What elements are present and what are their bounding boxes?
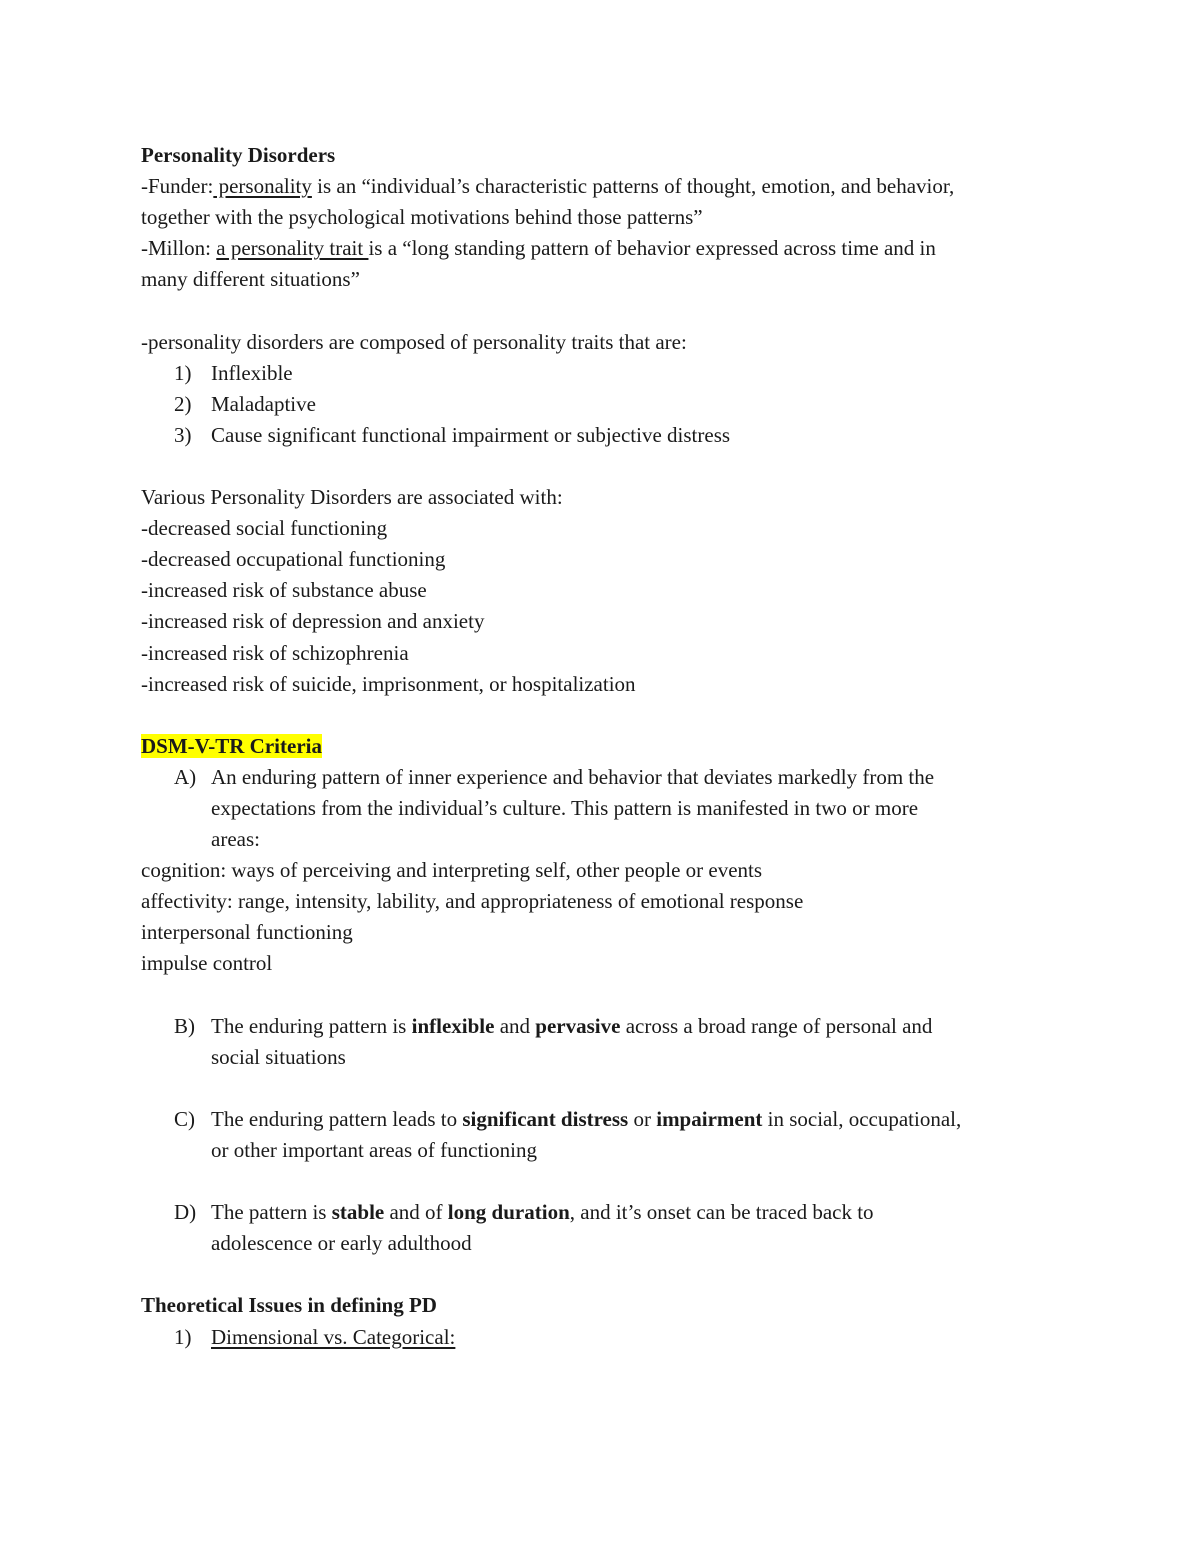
list-number: 1) bbox=[174, 360, 192, 385]
criterion-a bbox=[141, 762, 1071, 793]
area-item: impulse control bbox=[141, 951, 273, 976]
criterion-text: or other important areas of functioning bbox=[211, 1138, 537, 1162]
association-item: -increased risk of depression and anxiety bbox=[141, 609, 485, 634]
criteria-heading: DSM-V-TR Criteria bbox=[141, 733, 322, 758]
list-item bbox=[141, 420, 1071, 451]
criterion-text: or bbox=[628, 1106, 657, 1131]
list-text: Inflexible bbox=[211, 360, 293, 385]
list-item bbox=[141, 1322, 1071, 1353]
criterion-emphasis: inflexible bbox=[411, 1013, 495, 1038]
criterion-text: adolescence or early adulthood bbox=[211, 1231, 472, 1256]
funder-definition-cont: together with the psychological motivations behind those patterns” bbox=[141, 205, 703, 230]
funder-rest: is an “individual’s characteristic patterns of thought, emotion, and behavior, bbox=[311, 174, 955, 199]
criterion-b bbox=[141, 1011, 1071, 1042]
spacer bbox=[141, 295, 1071, 326]
criterion-c-cont bbox=[141, 1135, 1071, 1166]
criterion-text: The enduring pattern leads to bbox=[211, 1106, 463, 1131]
criterion-text: The pattern is bbox=[211, 1200, 332, 1225]
criterion-text: expectations from the individual’s culture. This pattern is manifested in two or more bbox=[211, 795, 919, 820]
criterion-emphasis: long duration bbox=[447, 1200, 570, 1225]
criterion-emphasis: pervasive bbox=[535, 1013, 621, 1038]
association-item: -decreased occupational functioning bbox=[141, 547, 446, 572]
criterion-d bbox=[141, 1197, 1071, 1228]
area-item: interpersonal functioning bbox=[141, 920, 353, 945]
criterion-text: in social, occupational, bbox=[762, 1106, 962, 1131]
criterion-text: and of bbox=[384, 1200, 448, 1225]
list-text: Dimensional vs. Categorical: bbox=[211, 1324, 456, 1349]
spacer bbox=[141, 1259, 1071, 1290]
funder-definition bbox=[141, 171, 1071, 202]
criterion-b-cont bbox=[141, 1042, 1071, 1073]
spacer bbox=[141, 700, 1071, 731]
millon-rest: is a “long standing pattern of behavior expressed across time and in bbox=[368, 236, 936, 261]
area-item: affectivity: range, intensity, lability, and appropriateness of emotional response bbox=[141, 889, 804, 914]
list-text: Maladaptive bbox=[211, 391, 316, 416]
criterion-d-cont bbox=[141, 1228, 1071, 1259]
criterion-emphasis: impairment bbox=[656, 1106, 763, 1131]
list-number: 2) bbox=[174, 391, 192, 416]
criterion-text: social situations bbox=[211, 1044, 346, 1069]
millon-definition bbox=[141, 233, 1071, 264]
criterion-text: , and it’s onset can be traced back to bbox=[569, 1200, 874, 1225]
millon-term: a personality trait bbox=[216, 236, 369, 261]
association-item: -increased risk of suicide, imprisonment, or hospitalization bbox=[141, 671, 636, 696]
criterion-c bbox=[141, 1104, 1071, 1135]
spacer bbox=[141, 451, 1071, 482]
criterion-a-cont bbox=[141, 824, 1071, 855]
criterion-text: The enduring pattern is bbox=[211, 1013, 412, 1038]
funder-term: personality bbox=[213, 174, 312, 199]
document-page bbox=[141, 140, 1071, 1353]
list-number: 1) bbox=[174, 1324, 192, 1349]
criterion-text: areas: bbox=[211, 827, 260, 852]
spacer bbox=[141, 1073, 1071, 1104]
funder-prefix: -Funder: bbox=[141, 174, 214, 199]
list-item bbox=[141, 358, 1071, 389]
criterion-number: C) bbox=[174, 1106, 195, 1131]
theoretical-heading: Theoretical Issues in defining PD bbox=[141, 1293, 437, 1318]
composition-intro: -personality disorders are composed of personality traits that are: bbox=[141, 329, 687, 354]
criterion-text: across a broad range of personal and bbox=[620, 1013, 933, 1038]
criterion-text: An enduring pattern of inner experience and behavior that deviates markedly from the bbox=[211, 764, 935, 789]
criterion-number: D) bbox=[174, 1200, 197, 1225]
criterion-number: A) bbox=[174, 764, 197, 789]
area-item: cognition: ways of perceiving and interpreting self, other people or events bbox=[141, 858, 763, 883]
spacer bbox=[141, 980, 1071, 1011]
millon-prefix: -Millon: bbox=[141, 236, 217, 261]
criterion-emphasis: stable bbox=[331, 1200, 385, 1225]
list-text: Cause significant functional impairment or subjective distress bbox=[211, 422, 731, 447]
association-item: -increased risk of schizophrenia bbox=[141, 640, 409, 665]
list-number: 3) bbox=[174, 422, 192, 447]
list-item bbox=[141, 389, 1071, 420]
page-title: Personality Disorders bbox=[141, 143, 336, 167]
association-item: -increased risk of substance abuse bbox=[141, 578, 427, 603]
millon-definition-cont: many different situations” bbox=[141, 267, 360, 292]
association-item: -decreased social functioning bbox=[141, 516, 388, 541]
criterion-emphasis: significant distress bbox=[462, 1106, 629, 1131]
spacer bbox=[141, 1166, 1071, 1197]
criterion-a-cont bbox=[141, 793, 1071, 824]
criteria-heading-row bbox=[141, 731, 1071, 762]
criterion-number: B) bbox=[174, 1013, 195, 1038]
criterion-text: and bbox=[494, 1013, 536, 1038]
associations-intro: Various Personality Disorders are associated with: bbox=[141, 485, 563, 510]
